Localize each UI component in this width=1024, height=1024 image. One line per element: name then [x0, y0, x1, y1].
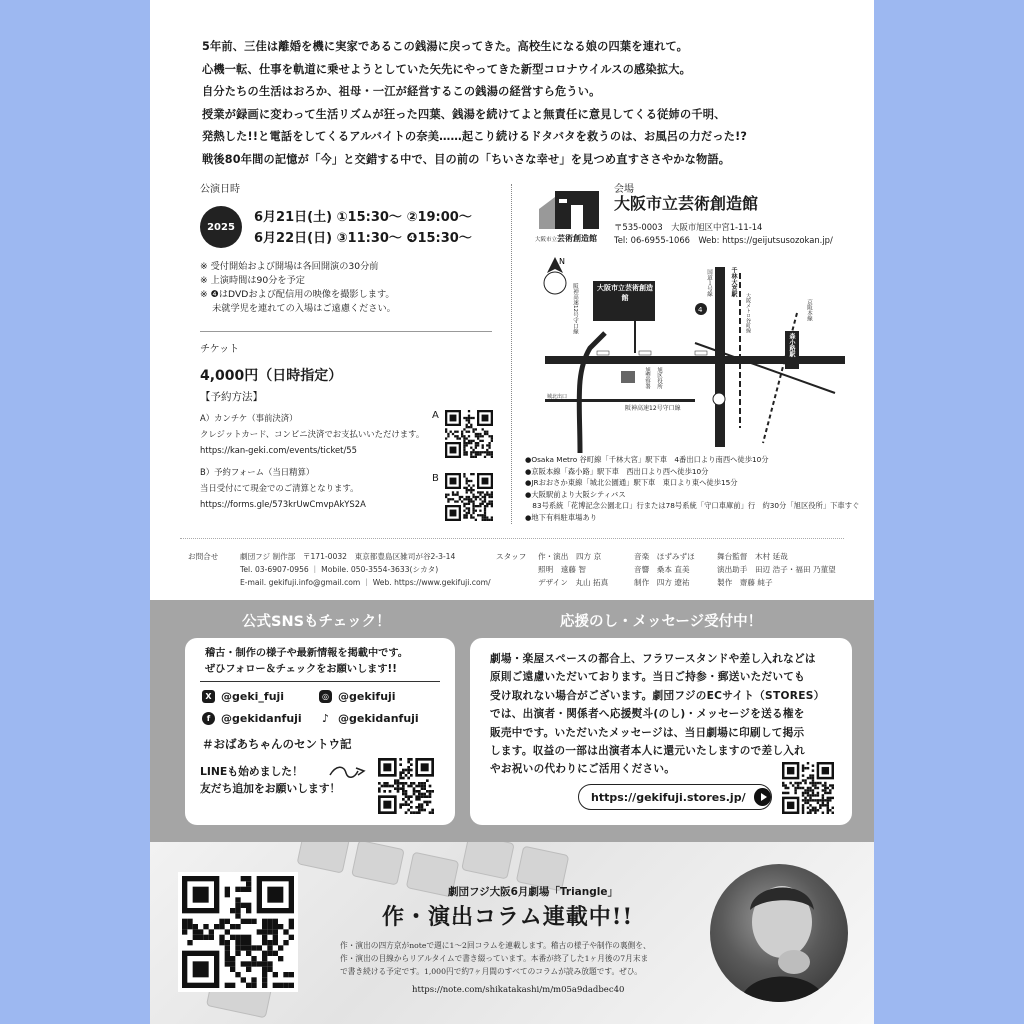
x-account[interactable]	[202, 690, 284, 703]
instagram-account[interactable]	[319, 690, 396, 703]
instagram-handle: @gekifuji	[338, 690, 396, 703]
column-url[interactable]: https://note.com/shikatakashi/m/m05a9dadbec40	[412, 985, 625, 995]
note: ※ 上演時間は90分を予定	[200, 275, 305, 286]
staff-entry: 制作 四方 遼祐	[634, 578, 690, 587]
message-line: します。収益の一部は出演者本人に還元いたしますので差し入れ	[490, 745, 806, 758]
access-map	[535, 253, 845, 453]
qr-code-a[interactable]	[445, 410, 493, 458]
contact-label: お問合せ	[188, 552, 219, 561]
map-keihan-label: 京阪本線	[806, 299, 812, 321]
instagram-icon: ◎	[319, 690, 332, 703]
method-b-desc: 当日受付にて現金でのご清算となります。	[200, 483, 359, 493]
method-b-title: B）予約フォーム（当日精算）	[200, 467, 315, 477]
message-line: では、出演者・関係者へ応援熨斗(のし)・メッセージを送る権を	[490, 708, 805, 721]
synopsis	[202, 36, 852, 171]
line-promo-line: 友だち追加をお願いします！	[200, 782, 341, 795]
facebook-handle: @gekidanfuji	[221, 712, 302, 725]
access-line: ●地下有料駐車場あり	[525, 512, 598, 522]
venue-label: 会場	[614, 184, 634, 195]
qr-a-letter: A	[432, 410, 439, 421]
method-a-url[interactable]: https://kan-geki.com/events/ticket/55	[200, 445, 357, 455]
divider	[200, 331, 492, 332]
staff-entry: 製作 齋藤 純子	[717, 578, 773, 587]
sns-card	[185, 638, 455, 825]
map-morishoji-label: 森小路駅	[788, 333, 795, 357]
method-a-desc: クレジットカード、コンビニ決済でお支払いいただけます。	[200, 429, 425, 439]
staff-label: スタッフ	[496, 552, 527, 561]
venue-logo-small: 大阪市立	[535, 237, 558, 243]
tiktok-account[interactable]	[319, 712, 419, 725]
access-line: ●大阪駅前より大阪シティバス	[525, 489, 626, 499]
info-band	[150, 600, 874, 842]
access-line: ●JRおおさか東線「城北公園通」駅下車 東口より東へ徒歩15分	[525, 478, 738, 487]
x-handle: @geki_fuji	[221, 690, 285, 703]
facebook-icon: f	[202, 712, 215, 725]
flyer-page	[150, 0, 874, 1024]
synopsis-line: 自分たちの生活はおろか、祖母・一江が経営するこの銭湯の経営すら危うい。	[202, 85, 601, 98]
performance-dates	[254, 207, 472, 249]
column-line: 作・演出の目線からリアルタイムで書き綴っています。本番が終了した1ヶ月後の7月末ま	[340, 954, 649, 963]
sns-title: 公式SNSもチェック！	[242, 614, 391, 630]
message-card	[470, 638, 852, 825]
map-highway-h: 阪神高速12号守口線	[625, 405, 681, 412]
map-exit-4: 4	[698, 306, 703, 314]
venue-tel-web: Tel: 06-6955-1066 Web: https://geijutsusozokan.jp/	[614, 235, 833, 245]
staff-entry: 音響 桑本 直美	[634, 565, 690, 574]
performance-notes	[200, 260, 396, 316]
qr-b-letter: B	[432, 473, 439, 484]
venue-zip-address: 〒535-0003 大阪市旭区中宮1-11-14	[614, 222, 763, 232]
staff-column-3	[717, 550, 836, 589]
message-line: やお祝いの代わりにご活用ください。	[490, 763, 676, 776]
x-icon: X	[202, 690, 215, 703]
venue-name: 大阪市立芸術創造館	[614, 194, 759, 213]
tiktok-icon: ♪	[319, 712, 332, 725]
message-line: 劇場・楽屋スペースの都合上、フラワースタンドや差し入れなどは	[490, 653, 816, 665]
map-senbayashi-label: 千林大宮駅	[730, 267, 737, 297]
sns-intro-line: ぜひフォロー＆チェックをお願いします!!	[205, 664, 397, 675]
qr-code-b[interactable]	[445, 473, 493, 521]
sns-divider	[200, 681, 440, 682]
map-north: N	[559, 257, 565, 266]
contact-line-2: Tel. 03-6907-0956 ｜ Mobile. 050-3554-3633(シカタ)	[240, 565, 439, 574]
staff-entry: 作・演出 四方 京	[538, 552, 602, 561]
map-subway-label: 大阪メトロ谷町線	[745, 293, 751, 333]
venue-logo	[535, 185, 607, 249]
ticket-label: チケット	[200, 344, 240, 355]
synopsis-line: 授業が録画に変わって生活リズムが狂った四葉、銭湯を続けてよと無責任に意見してくる従姉の千明、	[202, 107, 726, 121]
note: ※ ❹はDVDおよび配信用の映像を撮影します。	[200, 289, 395, 300]
ticket-price: 4,000円（日時指定）	[200, 368, 343, 384]
line-promo-line: LINEも始めました！	[200, 765, 303, 778]
message-title: 応援のし・メッセージ受付中！	[560, 614, 763, 630]
message-line: 販売中です。いただいたメッセージは、当日劇場に印刷して掲示	[490, 726, 805, 739]
message-body	[490, 650, 825, 779]
venue-address	[614, 221, 833, 247]
column-subtitle: 劇団フジ大阪6月劇場「Triangle」	[448, 886, 618, 898]
line-qr-code[interactable]	[378, 758, 434, 814]
arrow-icon	[328, 765, 368, 779]
staff-column-2	[634, 550, 695, 589]
note: ※ 受付開始および開場は各回開演の30分前	[200, 261, 379, 272]
performance-section	[200, 180, 495, 314]
message-line: 原則ご遠慮いただいております。当日ご持参・郵送いただいても	[490, 671, 806, 684]
author-photo	[710, 864, 848, 1002]
performance-label: 公演日時	[200, 184, 240, 195]
hashtag: ＃おばあちゃんのセントウ記	[202, 737, 352, 751]
note: 未就学児を連れての入場はご遠慮ください。	[200, 303, 396, 314]
vertical-divider	[511, 184, 512, 524]
method-b-url[interactable]: https://forms.gle/573krUwCmvpAkYS2A	[200, 499, 366, 509]
synopsis-line: 心機一転、仕事を軌道に乗せようとしていた矢先にやってきた新型コロナウイルスの感染拡大。	[202, 62, 691, 76]
contact-line-3: E-mail. gekifuji.info@gmail.com ｜ Web. https://www.gekifuji.com/	[240, 578, 491, 587]
synopsis-line: 戦後80年間の記憶が「今」と交錯する中で、目の前の「ちいさな幸せ」を見つめ直すささやかな物語。	[202, 152, 731, 166]
map-route-label: 国道１号線	[706, 269, 712, 297]
stores-url: https://gekifuji.stores.jp/	[591, 790, 746, 804]
contact-line-1: 劇団フジ 制作部 〒171-0032 東京都豊島区雑司が谷2-3-14	[240, 552, 456, 561]
method-a-title: A）カンチケ（事前決済）	[200, 413, 298, 423]
stores-link[interactable]	[578, 784, 772, 810]
staff-entry: 音楽 ほずみずほ	[634, 552, 695, 561]
message-line: 受け取れない場合がございます。劇団フジのECサイト（STORES）	[490, 689, 825, 702]
line-promo	[200, 763, 340, 797]
staff-entry: 演出助手 田辺 浩子・福田 乃菫望	[717, 565, 836, 574]
venue-logo-name: 芸術創造館	[557, 234, 597, 243]
access-info	[525, 454, 859, 523]
access-line: ●Osaka Metro 谷町線「千林大宮」駅下車 4番出口より南西へ徒歩10分	[525, 455, 769, 464]
staff-entry: 照明 遠藤 智	[538, 565, 586, 574]
credits-divider	[180, 538, 844, 539]
sns-intro-line: 稽古・制作の様子や最新情報を掲載中です。	[205, 648, 408, 659]
synopsis-line: 発熱した!!と電話をしてくるアルバイトの奈美……起こり続けるドタバタを救うのは、お風呂の力だった!?	[202, 130, 748, 143]
column-body	[340, 939, 700, 978]
year-badge: 2025	[200, 206, 242, 248]
map-exit-label: 城北出口	[547, 394, 568, 400]
column-title: 作・演出コラム連載中!!	[382, 904, 634, 930]
synopsis-line: 5年前、三佳は離婚を機に実家であるこの銭湯に戻ってきた。高校生になる娘の四葉を連れて。	[202, 40, 689, 53]
note-qr-code[interactable]	[178, 872, 298, 992]
map-police: 旭警察署	[644, 367, 650, 389]
column-line: 作・演出の四方京がnoteで週に1～2回コラムを連載します。稽古の様子や制作の裏側を、	[340, 941, 651, 950]
access-line: ●京阪本線「森小路」駅下車 西出口より西へ徒歩10分	[525, 466, 709, 476]
staff-entry: 舞台監督 木村 延哉	[717, 552, 788, 561]
date-line-1: 6月21日(土) ①15:30～ ②19:00～	[254, 210, 472, 225]
map-highway-v: 阪神高速12号守口線	[572, 283, 578, 334]
date-line-2: 6月22日(日) ③11:30～ ❹15:30～	[254, 231, 472, 246]
tiktok-handle: @gekidanfuji	[338, 712, 419, 725]
sns-intro	[205, 646, 408, 678]
staff-column-1	[538, 550, 608, 589]
column-section	[150, 842, 874, 1024]
access-line: 83号系統「花博記念公園北口」行または78号系統「守口車庫前」行 約30分「旭区役所」下車すぐ	[525, 501, 860, 510]
staff-entry: デザイン 丸山 拓真	[538, 578, 609, 587]
map-ward-office: 旭区役所	[656, 367, 662, 389]
map-venue-label: 大阪市立芸術創造館	[597, 284, 653, 302]
facebook-account[interactable]	[202, 712, 302, 725]
play-icon	[754, 788, 771, 806]
reservation-method-title: 【予約方法】	[200, 391, 263, 403]
column-line: で書き続ける予定です。1,000円で約7ヶ月間のすべてのコラムが読み放題です。ぜひ。	[340, 967, 642, 976]
stores-qr-code[interactable]	[782, 762, 834, 814]
